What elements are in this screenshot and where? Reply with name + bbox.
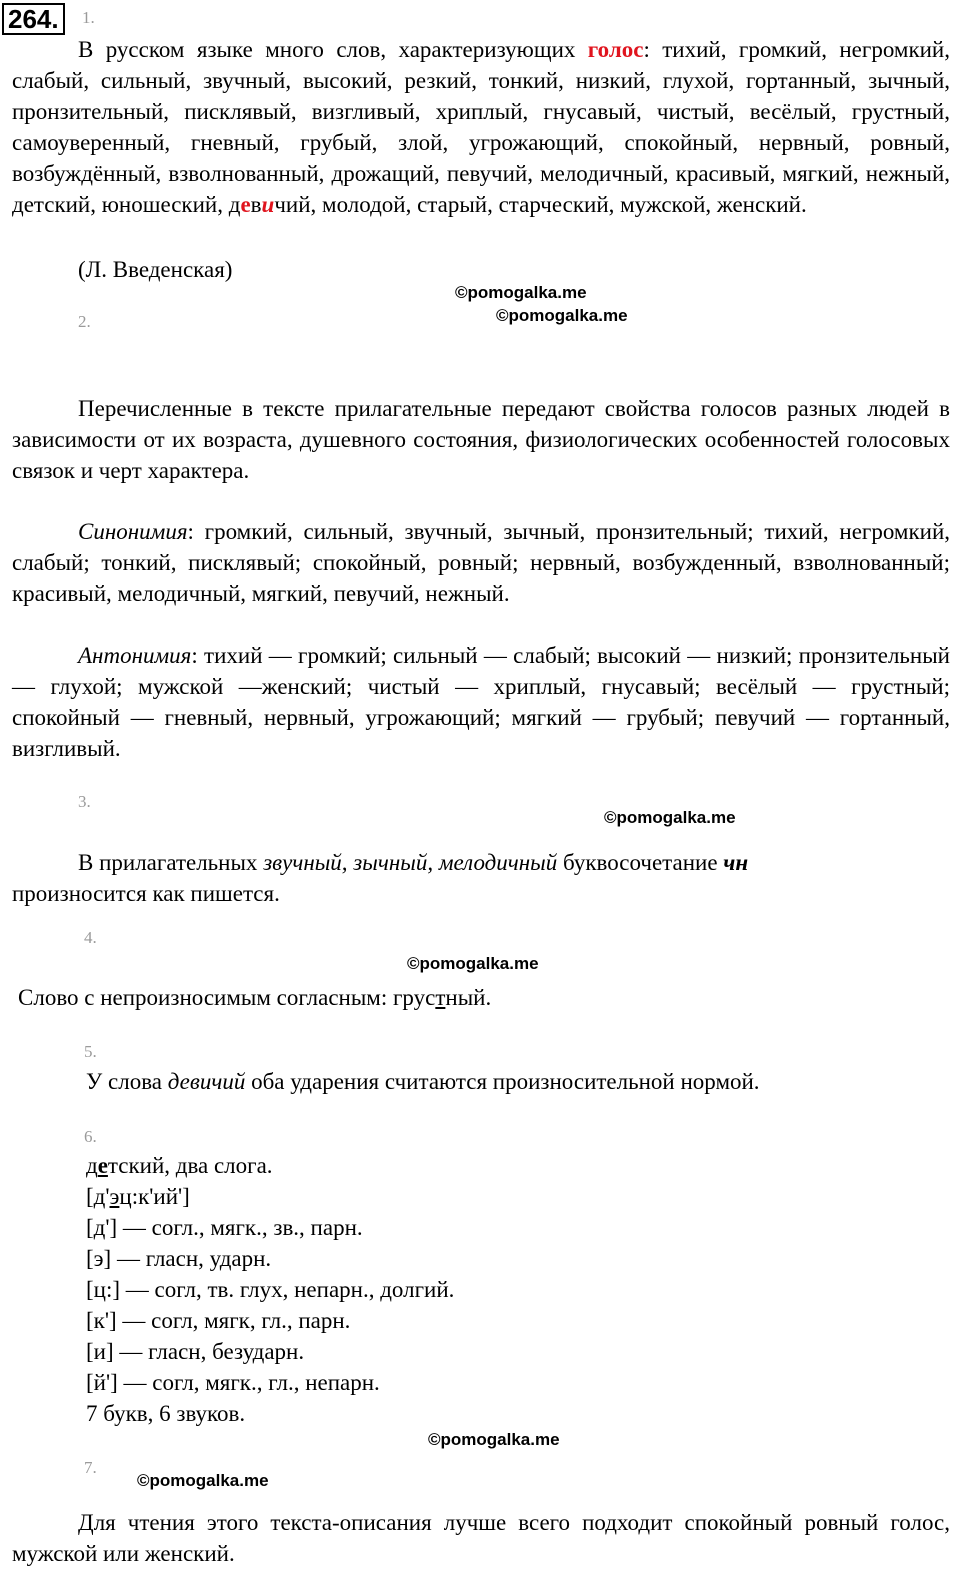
task1-mid: в bbox=[250, 192, 262, 217]
watermark: ©pomogalka.me bbox=[428, 1430, 560, 1449]
task1-text bbox=[12, 34, 950, 220]
task6-word-a: д bbox=[86, 1153, 98, 1178]
watermark: ©pomogalka.me bbox=[455, 283, 587, 302]
task7-text: Для чтения этого текста-описания лучше всего подходит спокойный ровный голос, мужской или женский. bbox=[12, 1510, 950, 1566]
trans-b: ц:к'ий'] bbox=[119, 1184, 190, 1209]
phoneme-line: [и] — гласн, безударн. bbox=[86, 1339, 305, 1364]
phoneme-line: [д'] — согл., мягк., зв., парн. bbox=[86, 1215, 363, 1240]
antonyms-label: Антонимия bbox=[78, 643, 192, 668]
section-number-3: 3. bbox=[78, 792, 91, 811]
phoneme-line: [э] — гласн, ударн. bbox=[86, 1246, 272, 1271]
watermark: ©pomogalka.me bbox=[407, 954, 539, 973]
section-number-4: 4. bbox=[84, 928, 97, 947]
watermark: ©pomogalka.me bbox=[137, 1471, 269, 1490]
task4-part-a: Слово с непроизносимым согласным: грус bbox=[18, 985, 436, 1010]
task6-word bbox=[86, 1150, 273, 1181]
task6-word-b: тский, два слога. bbox=[107, 1153, 273, 1178]
antonyms-text: : тихий — громкий; сильный — слабый; высокий — низкий; пронзительный — глухой; мужской —женский; чистый — хриплый, гнусавый; весёлый — грустный; спокойный — гневный, нервный, угрожающий; мягкий — грубый; певучий — гортанный, визгливый. bbox=[12, 643, 950, 761]
trans-stressed: э bbox=[109, 1184, 120, 1209]
stress-letter-i: и bbox=[261, 192, 275, 217]
stress-letter-e: е bbox=[240, 192, 251, 217]
stressed-vowel: е bbox=[97, 1153, 108, 1178]
task3-letters: чн bbox=[723, 850, 749, 875]
task3-part-b: буквосочетание bbox=[557, 850, 724, 875]
silent-consonant: т bbox=[435, 985, 446, 1010]
task6-transcription bbox=[86, 1181, 190, 1212]
section-number-7: 7. bbox=[84, 1458, 97, 1477]
task2-synonyms bbox=[12, 516, 950, 609]
task1-part-c: чий, молодой, старый, старческий, мужской, женский. bbox=[274, 192, 807, 217]
task4-text bbox=[18, 982, 491, 1013]
phoneme-line: [ц:] — согл, тв. глух, непарн., долгий. bbox=[86, 1277, 455, 1302]
trans-a: [д' bbox=[86, 1184, 110, 1209]
task5-part-b: оба ударения считаются произносительной нормой. bbox=[245, 1069, 760, 1094]
task1-author: (Л. Введенская) bbox=[78, 257, 233, 282]
task2-antonyms bbox=[12, 640, 950, 764]
phoneme-line: [й'] — согл, мягк., гл., непарн. bbox=[86, 1370, 380, 1395]
exercise-number: 264. bbox=[2, 3, 65, 35]
watermark: ©pomogalka.me bbox=[496, 306, 628, 325]
task3-line1 bbox=[78, 847, 748, 878]
task5-word: девичий bbox=[167, 1069, 246, 1094]
task1-part-a: В русском языке много слов, характеризующих bbox=[78, 37, 588, 62]
task1-part-b: : тихий, громкий, негромкий, слабый, сильный, звучный, высокий, резкий, тонкий, низкий, глухой, гортанный, зычный, пронзительный, писклявый, визгливый, хриплый, гнусавый, чистый, весёлый, грустный, самоуверенный, гневный, грубый, злой, угрожающий, спокойный, нервный, ровный, возбуждённый, взволнованный, дрожащий, певучий, мелодичный, красивый, мягкий, нежный, детский, юношеский, д bbox=[12, 37, 950, 217]
phoneme-line: [к'] — согл, мягк, гл., парн. bbox=[86, 1308, 351, 1333]
section-number-5: 5. bbox=[84, 1042, 97, 1061]
task3-part-a: В прилагательных bbox=[78, 850, 264, 875]
watermark: ©pomogalka.me bbox=[604, 808, 736, 827]
highlight-word: голос bbox=[587, 37, 644, 62]
task3-words: звучный, зычный, мелодичный bbox=[263, 850, 558, 875]
section-number-1: 1. bbox=[82, 8, 95, 27]
letters-sounds-count: 7 букв, 6 звуков. bbox=[86, 1401, 246, 1426]
task5-text bbox=[86, 1066, 760, 1097]
task3-line2: произносится как пишется. bbox=[12, 881, 280, 906]
task4-part-b: ный. bbox=[445, 985, 492, 1010]
task5-part-a: У слова bbox=[86, 1069, 168, 1094]
synonyms-text: : громкий, сильный, звучный, зычный, пронзительный; тихий, негромкий, слабый; тонкий, писклявый; спокойный, ровный; нервный, возбужденный, взволнованный; красивый, мелодичный, мягкий, певучий, нежный. bbox=[12, 519, 950, 606]
section-number-2: 2. bbox=[78, 312, 91, 331]
task2-intro: Перечисленные в тексте прилагательные передают свойства голосов разных людей в зависимости от их возраста, душевного состояния, физиологических особенностей голосовых связок и черт характера. bbox=[12, 396, 950, 483]
section-number-6: 6. bbox=[84, 1127, 97, 1146]
synonyms-label: Синонимия bbox=[78, 519, 188, 544]
